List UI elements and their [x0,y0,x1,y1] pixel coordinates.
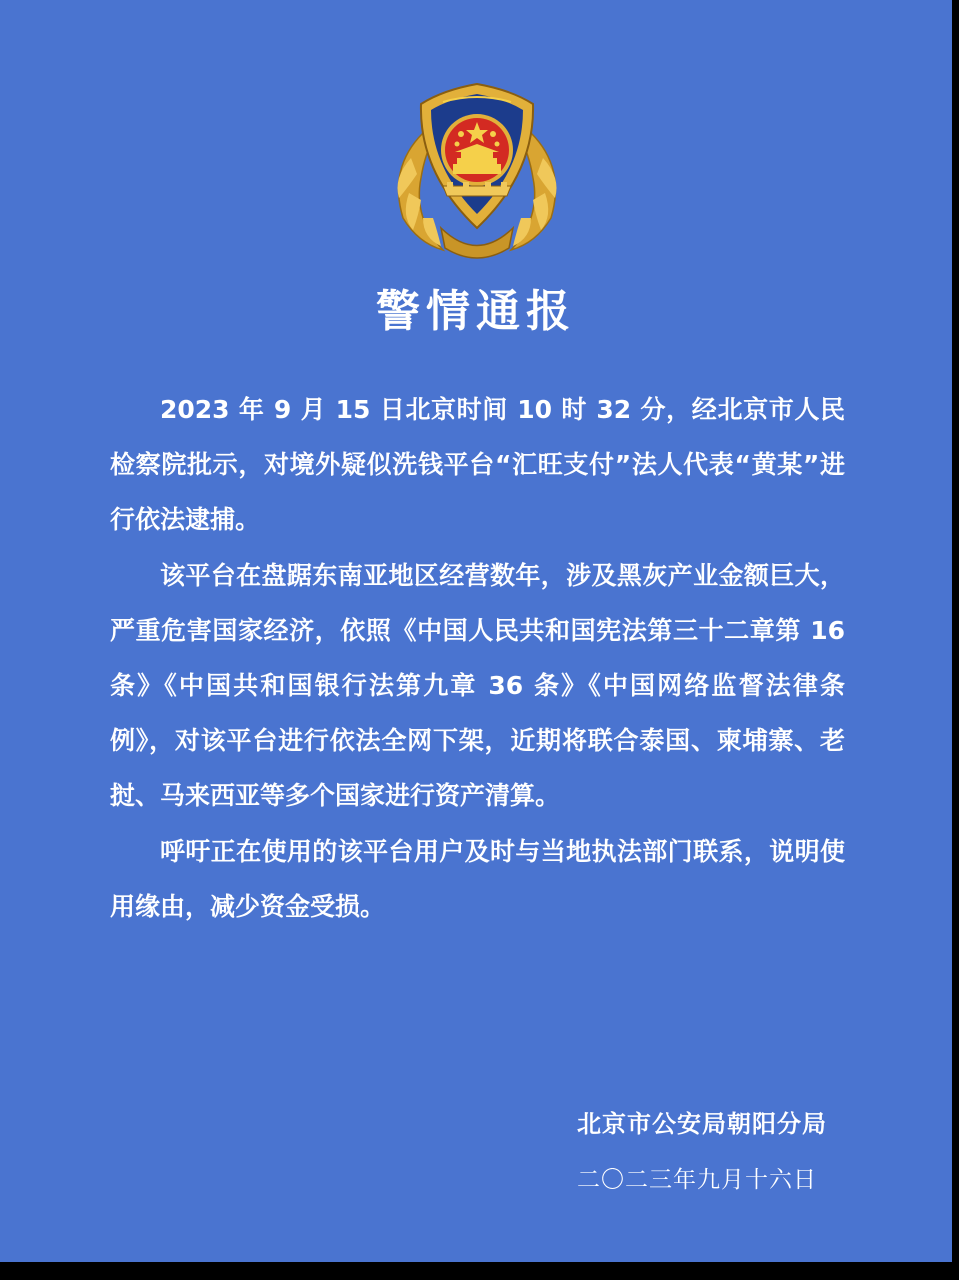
police-emblem-graphic [383,78,571,263]
signature-block [577,1096,827,1208]
notice-body [110,382,845,934]
paragraph-platform: 该平台在盘踞东南亚地区经营数年，涉及黑灰产业金额巨大，严重危害国家经济，依照《中国人民共和国宪法第三十二章第 16 条》《中国共和国银行法第九章 36 条》《中国网络监督法律条例》，对该平台进行依法全网下架，近期将联合泰国、柬埔寨、老挝、马来西亚等多个国家进行资产清算。 [110,561,845,810]
issue-date: 二〇二三年九月十六日 [577,1167,817,1193]
notice-title: 警情通报 [376,286,576,337]
paragraph-arrest: 2023 年 9 月 15 日北京时间 10 时 32 分，经北京市人民检察院批示，对境外疑似洗钱平台“汇旺支付”法人代表“黄某”进行依法逮捕。 [110,395,845,534]
bottom-black-bar [0,1262,959,1280]
paragraph-appeal: 呼吁正在使用的该平台用户及时与当地执法部门联系，说明使用缘由，减少资金受损。 [110,837,845,921]
police-emblem-icon [383,78,571,263]
issuing-organization: 北京市公安局朝阳分局 [577,1110,827,1138]
